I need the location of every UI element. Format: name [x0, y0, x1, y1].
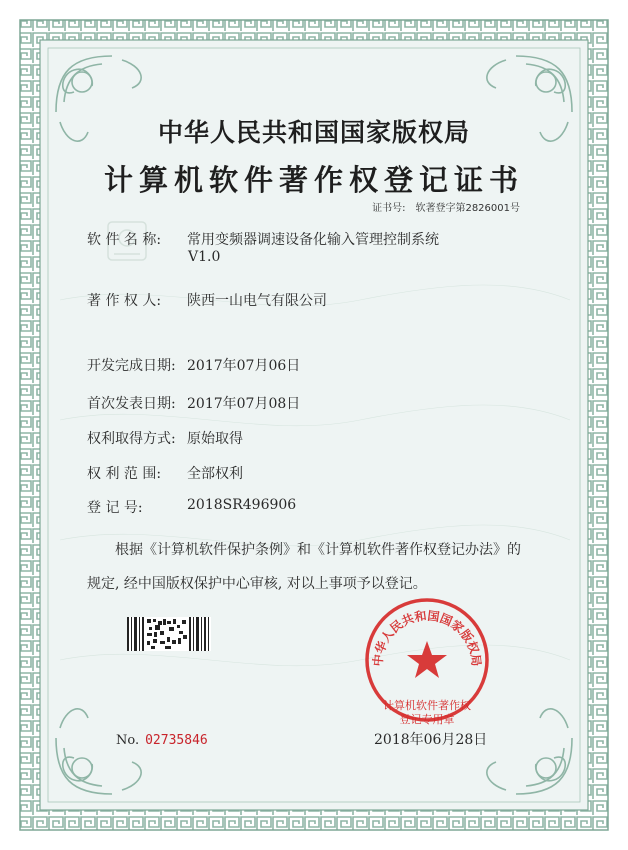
certificate-number-label: 证书号: — [372, 203, 406, 214]
software-version-value: V1.0 — [188, 249, 221, 265]
scope-value: 全部权利 — [187, 466, 243, 482]
statement-line-1: 根据《计算机软件保护条例》和《计算机软件著作权登记办法》的 — [115, 542, 521, 558]
seal-ring-text: 中华人民共和国国家版权局 — [370, 608, 484, 667]
registration-number-value: 2018SR496906 — [187, 497, 297, 513]
acquire-method-label: 权利取得方式: — [87, 431, 176, 447]
publish-date-value: 2017年07月08日 — [187, 396, 301, 412]
serial-number-value: 02735846 — [145, 733, 208, 748]
seal-line-2: 登记专用章 — [399, 713, 455, 726]
registration-number-row — [87, 497, 296, 517]
scope-row — [87, 463, 243, 483]
seal-line-1: 计算机软件著作权 — [383, 699, 471, 712]
issuing-authority: 中华人民共和国国家版权局 — [157, 118, 470, 147]
registration-statement — [87, 533, 547, 601]
certificate-number-value: 软著登字第2826001号 — [415, 203, 520, 214]
software-name-row — [87, 229, 439, 265]
serial-number-label: No. — [116, 733, 140, 748]
qr-barcode-icon — [127, 617, 211, 651]
acquire-method-value: 原始取得 — [187, 431, 243, 447]
owner-row — [87, 290, 327, 310]
certificate-number — [372, 199, 520, 214]
software-name-label: 软 件 名 称: — [87, 232, 162, 248]
statement-line-2: 规定, 经中国版权保护中心审核, 对以上事项予以登记。 — [87, 576, 427, 592]
completion-date-row — [87, 355, 300, 375]
serial-number — [116, 733, 208, 748]
registration-number-label: 登 记 号: — [87, 500, 143, 516]
issue-date: 2018年06月28日 — [374, 732, 488, 748]
owner-label: 著 作 权 人: — [87, 293, 162, 309]
completion-date-value: 2017年07月06日 — [187, 358, 301, 374]
completion-date-label: 开发完成日期: — [87, 358, 176, 374]
scope-label: 权 利 范 围: — [87, 466, 162, 482]
software-name-value: 常用变频器调速设备化输入管理控制系统 — [187, 232, 439, 248]
certificate-title: 计算机软件著作权登记证书 — [103, 163, 524, 197]
publish-date-row — [87, 393, 300, 413]
publish-date-label: 首次发表日期: — [87, 396, 176, 412]
acquire-method-row — [87, 428, 243, 448]
owner-value: 陕西一山电气有限公司 — [187, 293, 327, 309]
